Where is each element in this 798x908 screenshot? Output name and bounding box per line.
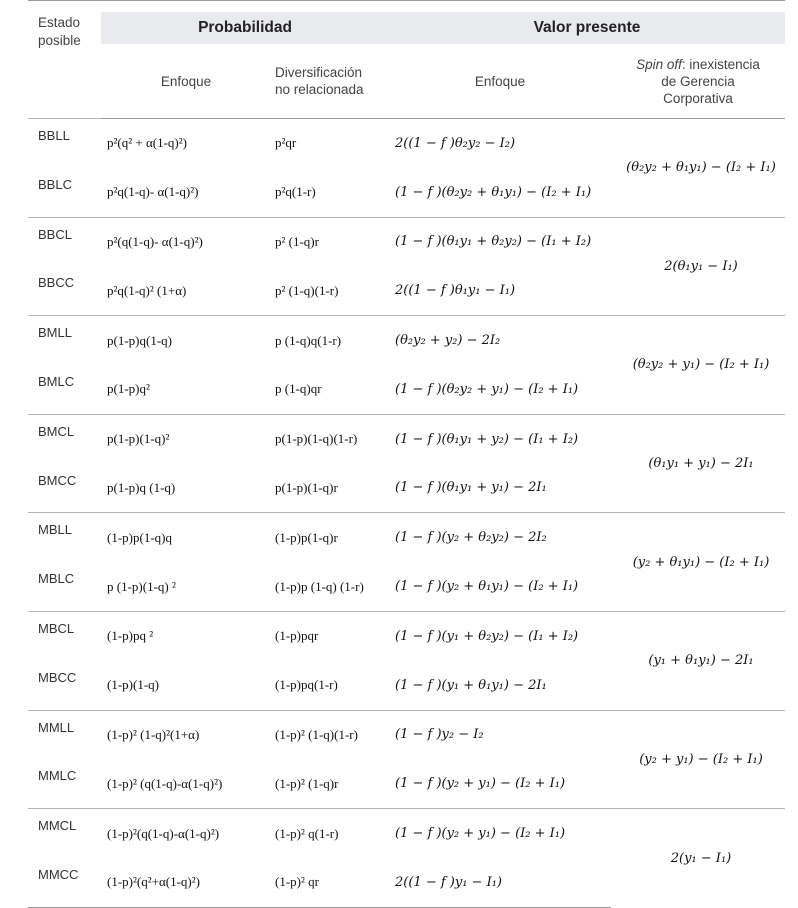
state-cell: MMLL — [28, 710, 101, 759]
state-cell: BBLC — [38, 176, 72, 192]
state-cell: MBCC — [38, 669, 77, 685]
state-cell: BMCL — [28, 414, 101, 463]
prob-enfoque-cell: p²q(1-q)² (1+α) — [107, 282, 187, 298]
prob-diversificacion-cell: (1-p)² (1-q)r — [275, 775, 339, 791]
state-cell: BBCL — [28, 217, 101, 266]
state-cell: MMLC — [38, 768, 77, 784]
spin-off-cell: (θ₂y₂ + y₁) − (I₂ + I₁) — [611, 316, 785, 415]
enfoque-vp-header: Enfoque — [389, 44, 611, 119]
header-row-1 — [28, 12, 785, 44]
spin-off-cell: (θ₁y₁ + y₁) − 2I₁ — [611, 414, 785, 513]
table-row — [28, 710, 785, 759]
vp-enfoque-cell: (1 − f )y₂ − I₂ — [389, 710, 611, 759]
prob-enfoque-cell: (1-p)² (1-q)²(1+α) — [101, 710, 271, 759]
vp-enfoque-cell: (1 − f )(θ₁y₁ + θ₂y₂) − (I₁ + I₂) — [389, 217, 611, 266]
table-row — [28, 414, 785, 463]
vp-enfoque-cell: (1 − f )(θ₂y₂ + θ₁y₁) − (I₂ + I₁) — [395, 184, 592, 200]
state-cell: BMCC — [38, 472, 77, 488]
state-cell: MMCL — [28, 809, 101, 858]
table-row — [28, 217, 785, 266]
prob-diversificacion-cell: (1-p)² q(1-r) — [271, 809, 389, 858]
prob-enfoque-cell: (1-p)²(q²+α(1-q)²) — [101, 858, 271, 907]
prob-diversificacion-cell: p (1-q)qr — [275, 381, 322, 397]
state-cell: MBLC — [38, 571, 75, 587]
spin-off-cell: (y₂ + θ₁y₁) − (I₂ + I₁) — [611, 513, 785, 612]
prob-diversificacion-cell: (1-p)p(1-q)r — [271, 513, 389, 562]
prob-diversificacion-cell: p²qr — [271, 119, 389, 168]
prob-diversificacion-cell: (1-p)pq(1-r) — [275, 677, 338, 693]
prob-enfoque-cell: p²(q² + α(1-q)²) — [101, 119, 271, 168]
prob-enfoque-cell: (1-p)pq ² — [101, 611, 271, 660]
prob-enfoque-cell: p(1-p)q(1-q) — [101, 316, 271, 365]
spin-off-cell: (y₂ + y₁) − (I₂ + I₁) — [611, 710, 785, 809]
prob-enfoque-cell: (1-p)p(1-q)q — [101, 513, 271, 562]
enfoque-prob-header: Enfoque — [101, 44, 271, 119]
prob-enfoque-cell: p(1-p)(1-q)² — [101, 414, 271, 463]
state-cell: MMCC — [28, 858, 101, 907]
prob-enfoque-cell: (1-p)(1-q) — [107, 677, 159, 693]
prob-diversificacion-cell: p² (1-q)(1-r) — [275, 282, 339, 298]
header-row-2 — [28, 44, 785, 119]
prob-diversificacion-cell: p(1-p)(1-q)(1-r) — [271, 414, 389, 463]
spin-off-cell: (θ₂y₂ + θ₁y₁) − (I₂ + I₁) — [611, 119, 785, 218]
prob-enfoque-cell: (1-p)² (q(1-q)-α(1-q)²) — [107, 775, 223, 791]
prob-enfoque-cell: p²q(1-q)- α(1-q)²) — [107, 184, 199, 200]
prob-enfoque-cell: p(1-p)q (1-q) — [107, 479, 176, 495]
state-cell: BBCC — [38, 275, 75, 291]
vp-enfoque-cell: 2((1 − f )θ₂y₂ − I₂) — [389, 119, 611, 168]
vp-enfoque-cell: (1 − f )(y₂ + y₁) − (I₂ + I₁) — [395, 776, 566, 792]
prob-enfoque-cell: p(1-p)q² — [107, 381, 150, 397]
spin-off-italic: Spin off — [636, 56, 682, 72]
prob-diversificacion-cell: (1-p)pqr — [271, 611, 389, 660]
vp-enfoque-cell: (1 − f )(y₂ + θ₂y₂) − 2I₂ — [389, 513, 611, 562]
vp-enfoque-cell: (1 − f )(θ₁y₁ + y₁) − 2I₁ — [395, 480, 547, 496]
state-cell: MBLL — [28, 513, 101, 562]
diversificacion-header: Diversificación no relacionada — [271, 44, 389, 119]
table-row — [28, 809, 785, 858]
prob-diversificacion-cell: (1-p)² (1-q)(1-r) — [271, 710, 389, 759]
table-row — [28, 316, 785, 365]
prob-enfoque-cell: p²(q(1-q)- α(1-q)²) — [101, 217, 271, 266]
estado-posible-header: Estado posible — [38, 15, 81, 48]
vp-enfoque-cell: (1 − f )(y₂ + y₁) − (I₂ + I₁) — [389, 809, 611, 858]
prob-diversificacion-cell: p(1-p)(1-q)r — [275, 479, 338, 495]
prob-diversificacion-cell: p² (1-q)r — [271, 217, 389, 266]
spin-off-header — [611, 44, 785, 119]
top-rule — [28, 1, 785, 13]
spin-off-cell: 2(y₁ − I₁) — [611, 809, 785, 908]
table-row — [28, 513, 785, 562]
spin-off-cell: (y₁ + θ₁y₁) − 2I₁ — [611, 611, 785, 710]
prob-enfoque-cell: p (1-p)(1-q) ² — [107, 578, 176, 594]
table-sheet — [28, 0, 785, 890]
probability-table — [28, 0, 785, 908]
state-cell: MBCL — [28, 611, 101, 660]
table-row — [28, 611, 785, 660]
vp-enfoque-cell: 2((1 − f )θ₁y₁ − I₁) — [395, 283, 516, 299]
prob-diversificacion-cell: p²q(1-r) — [275, 184, 316, 200]
vp-enfoque-cell: (1 − f )(θ₁y₁ + y₂) − (I₁ + I₂) — [389, 414, 611, 463]
spin-off-rest: : inexistencia de Gerencia Corporativa — [661, 56, 760, 106]
valor-presente-header: Valor presente — [389, 12, 785, 44]
spin-off-cell: 2(θ₁y₁ − I₁) — [611, 217, 785, 316]
state-cell: BMLL — [28, 316, 101, 365]
state-cell: BBLL — [28, 119, 101, 168]
probabilidad-header: Probabilidad — [101, 12, 389, 44]
prob-diversificacion-cell: p (1-q)q(1-r) — [271, 316, 389, 365]
state-cell: BMLC — [38, 373, 75, 389]
vp-enfoque-cell: (1 − f )(y₁ + θ₂y₂) − (I₁ + I₂) — [389, 611, 611, 660]
vp-enfoque-cell: (θ₂y₂ + y₂) − 2I₂ — [389, 316, 611, 365]
prob-diversificacion-cell: (1-p)p (1-q) (1-r) — [275, 578, 364, 594]
vp-enfoque-cell: (1 − f )(θ₂y₂ + y₁) − (I₂ + I₁) — [395, 381, 579, 397]
prob-enfoque-cell: (1-p)²(q(1-q)-α(1-q)²) — [101, 809, 271, 858]
vp-enfoque-cell: (1 − f )(y₂ + θ₁y₁) − (I₂ + I₁) — [395, 579, 579, 595]
prob-diversificacion-cell: (1-p)² qr — [271, 858, 389, 907]
table-body — [28, 119, 785, 908]
vp-enfoque-cell: 2((1 − f )y₁ − I₁) — [389, 858, 611, 907]
table-row — [28, 119, 785, 168]
vp-enfoque-cell: (1 − f )(y₁ + θ₁y₁) − 2I₁ — [395, 677, 547, 693]
